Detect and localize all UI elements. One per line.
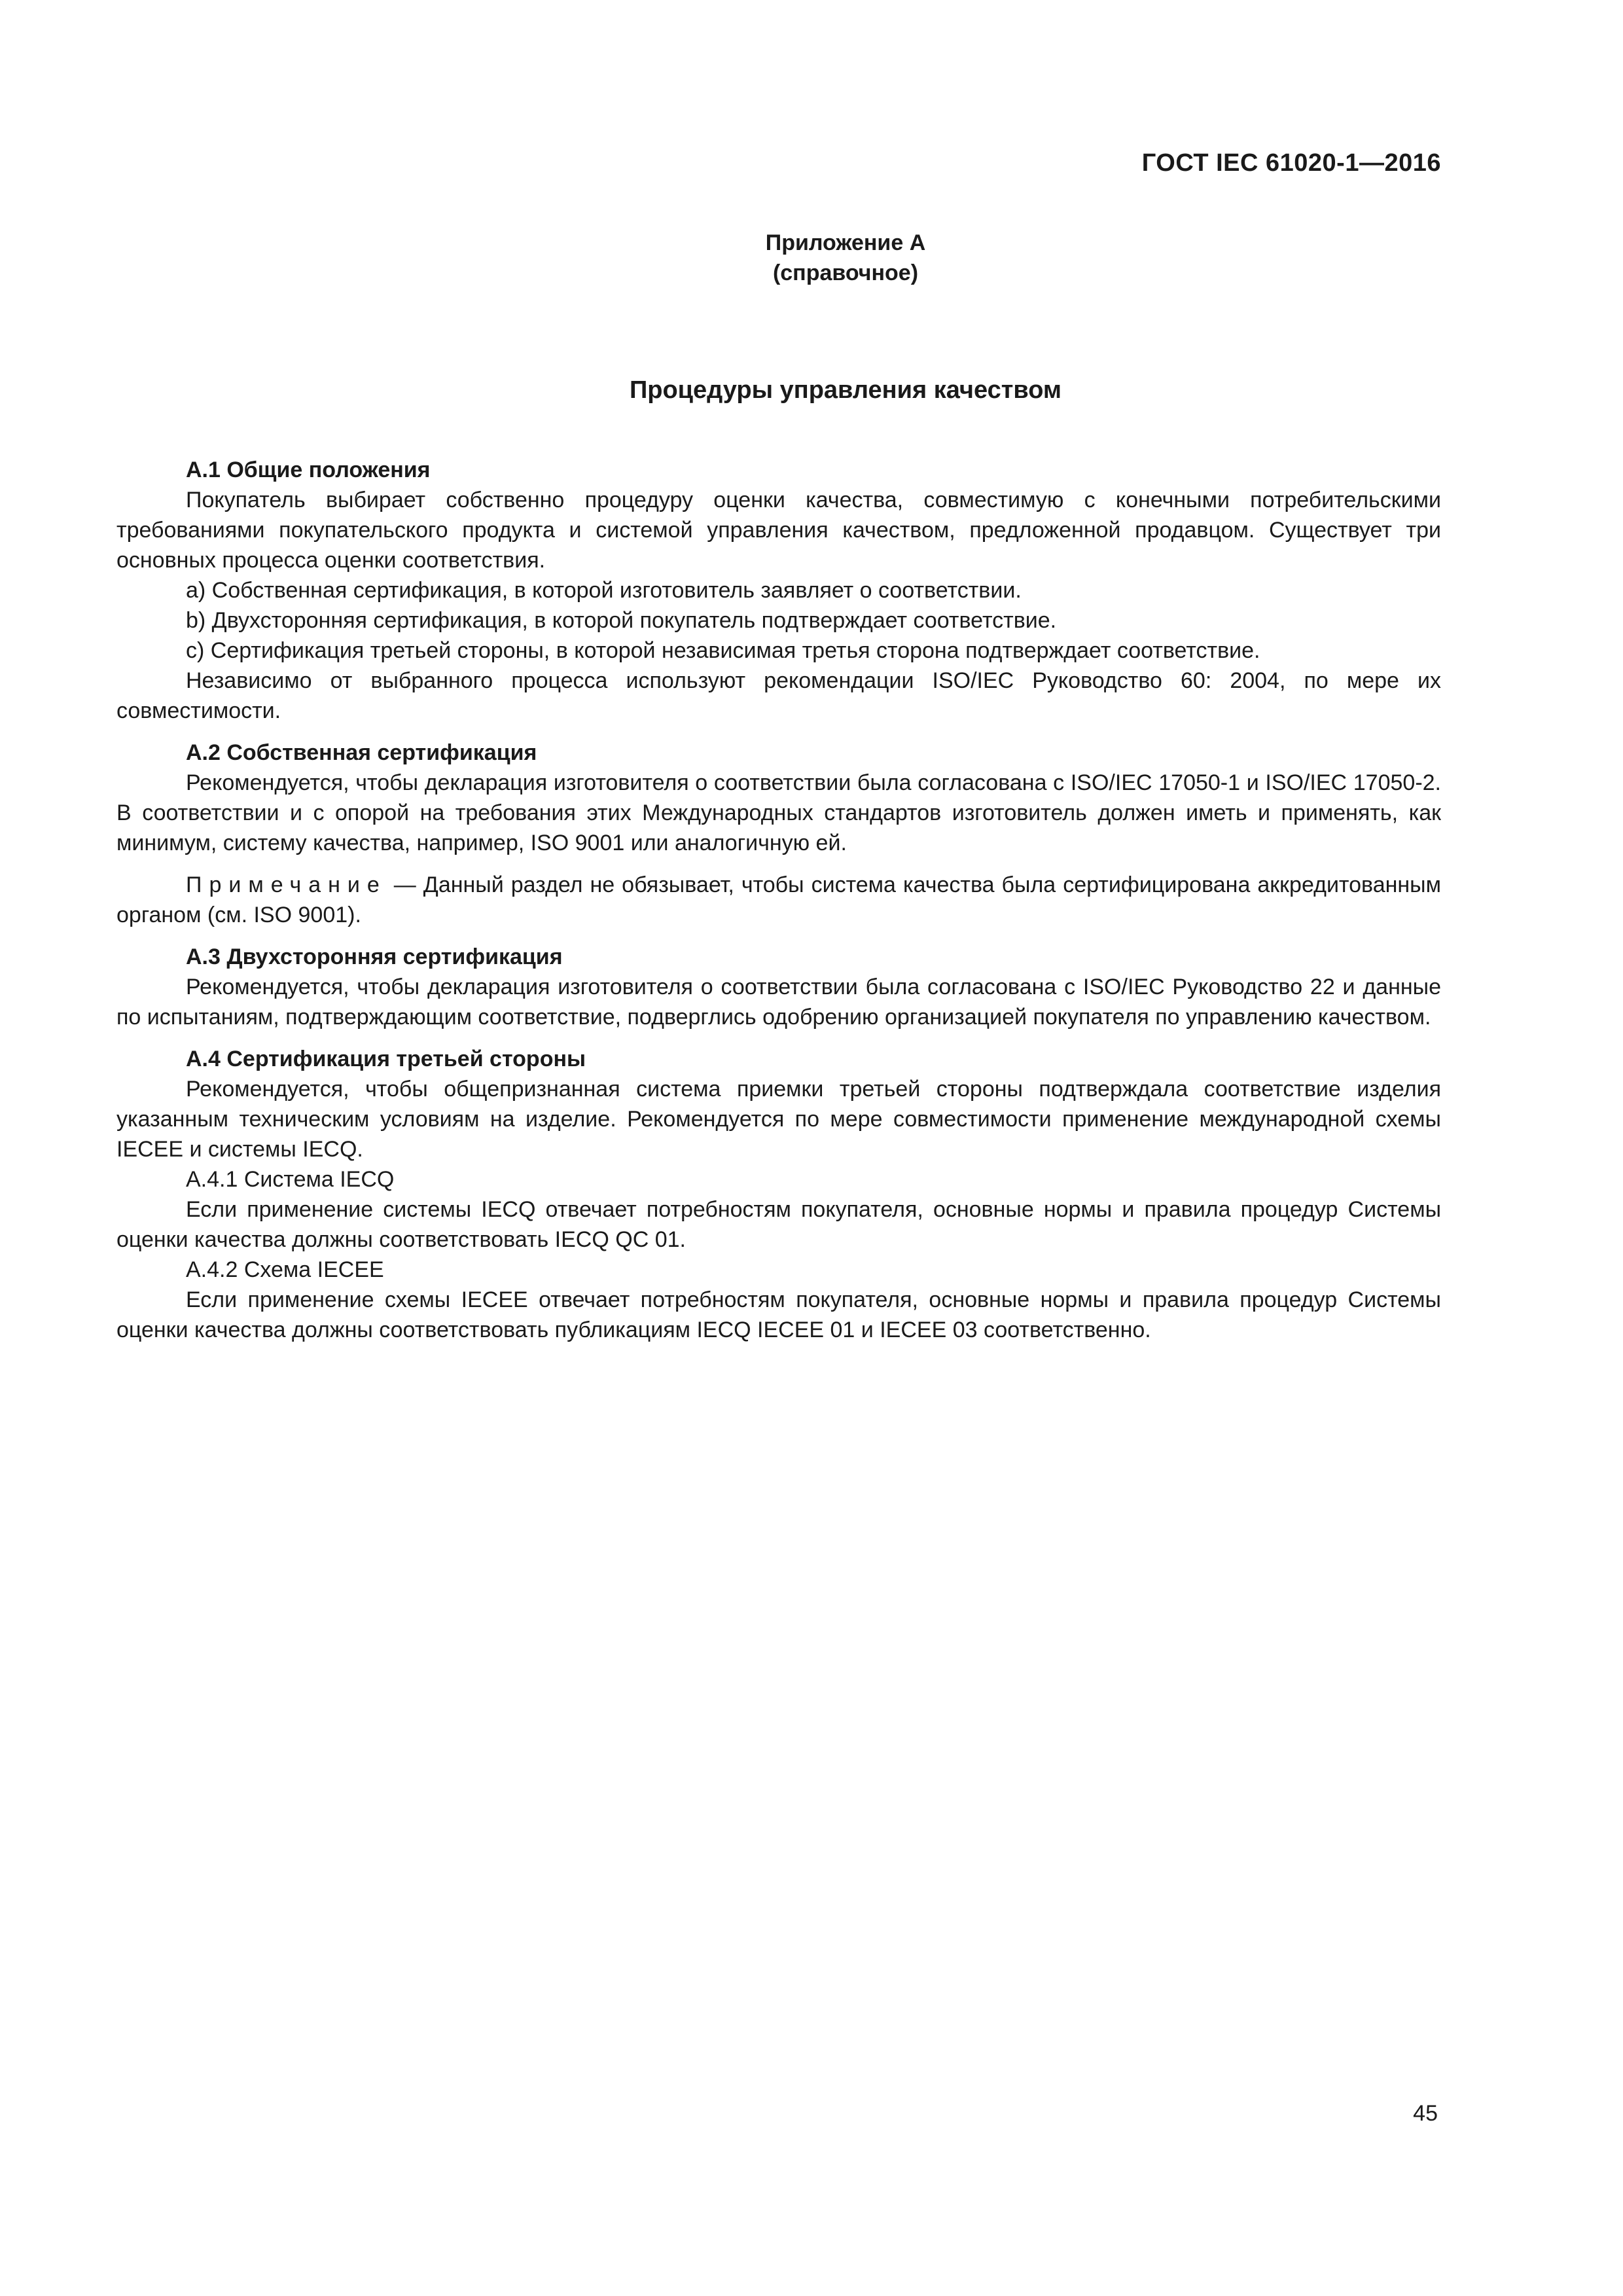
note — [116, 870, 1441, 930]
subsection-heading: А.4.1 Система IECQ — [186, 1167, 395, 1192]
section-a1 — [116, 455, 1441, 726]
section-a2 — [116, 738, 1441, 930]
section-heading: А.1 Общие положения — [186, 457, 431, 482]
paragraph: Покупатель выбирает собственно процедуру оценки качества, совместимую с конечными потребительскими требованиями покупательского продукта и системой управления качеством, предложенной продавцом. Существует три основных процесса оценки соответствия. — [116, 488, 1441, 573]
appendix-label: Приложение А — [765, 230, 926, 255]
document-body — [116, 455, 1441, 1345]
list-item-a: a) Собственная сертификация, в которой изготовитель заявляет о соответствии. — [186, 578, 1022, 603]
section-heading: А.2 Собственная сертификация — [186, 740, 537, 765]
list-item-b: b) Двухсторонняя сертификация, в которой покупатель подтверждает соответствие. — [186, 608, 1057, 633]
note-label: Примечание — [186, 872, 387, 897]
appendix-title: Процедуры управления качеством — [629, 376, 1062, 404]
paragraph: Независимо от выбранного процесса используют рекомендации ISO/IEC Руководство 60: 2004, по мере их совместимости. — [116, 668, 1441, 723]
appendix-label-block — [0, 228, 1623, 288]
paragraph: Рекомендуется, чтобы декларация изготовителя о соответствии была согласована с ISO/IEC 17050-1 и ISO/IEC 17050-2. В соответствии и с опорой на требования этих Международных стандартов изготовитель должен иметь и применять, как минимум, систему качества, например, ISO 9001 или аналогичную ей. — [116, 770, 1441, 855]
list-item-c: c) Сертификация третьей стороны, в которой независимая третья сторона подтверждает соответствие. — [186, 638, 1260, 663]
section-heading: А.4 Сертификация третьей стороны — [186, 1047, 586, 1071]
page-number: 45 — [1413, 2101, 1438, 2126]
section-a3 — [116, 942, 1441, 1032]
section-heading: А.3 Двухсторонняя сертификация — [186, 944, 563, 969]
paragraph: Если применение системы IECQ отвечает потребностям покупателя, основные нормы и правила процедур Системы оценки качества должны соответствовать IECQ QC 01. — [116, 1197, 1441, 1252]
paragraph: Если применение схемы IECEE отвечает потребностям покупателя, основные нормы и правила процедур Системы оценки качества должны соответствовать публикациям IECQ IECEE 01 и IECEE 03 соответственно. — [116, 1287, 1441, 1342]
subsection-heading: А.4.2 Схема IECEE — [186, 1257, 384, 1282]
document-code: ГОСТ IEC 61020-1—2016 — [1141, 149, 1441, 177]
paragraph: Рекомендуется, чтобы декларация изготовителя о соответствии была согласована с ISO/IEC Руководство 22 и данные по испытаниям, подтверждающим соответствие, подверглись одобрению организацией покупателя по управлению качеством. — [116, 975, 1441, 1030]
section-a4 — [116, 1044, 1441, 1345]
appendix-type: (справочное) — [772, 260, 919, 285]
paragraph: Рекомендуется, чтобы общепризнанная система приемки третьей стороны подтверждала соответствие изделия указанным техническим условиям на изделие. Рекомендуется по мере совместимости применение международной схемы IECEE и системы IECQ. — [116, 1077, 1441, 1162]
note-text: — Данный раздел не обязывает, чтобы система качества была сертифицирована аккредитованным органом (см. ISO 9001). — [116, 872, 1441, 927]
